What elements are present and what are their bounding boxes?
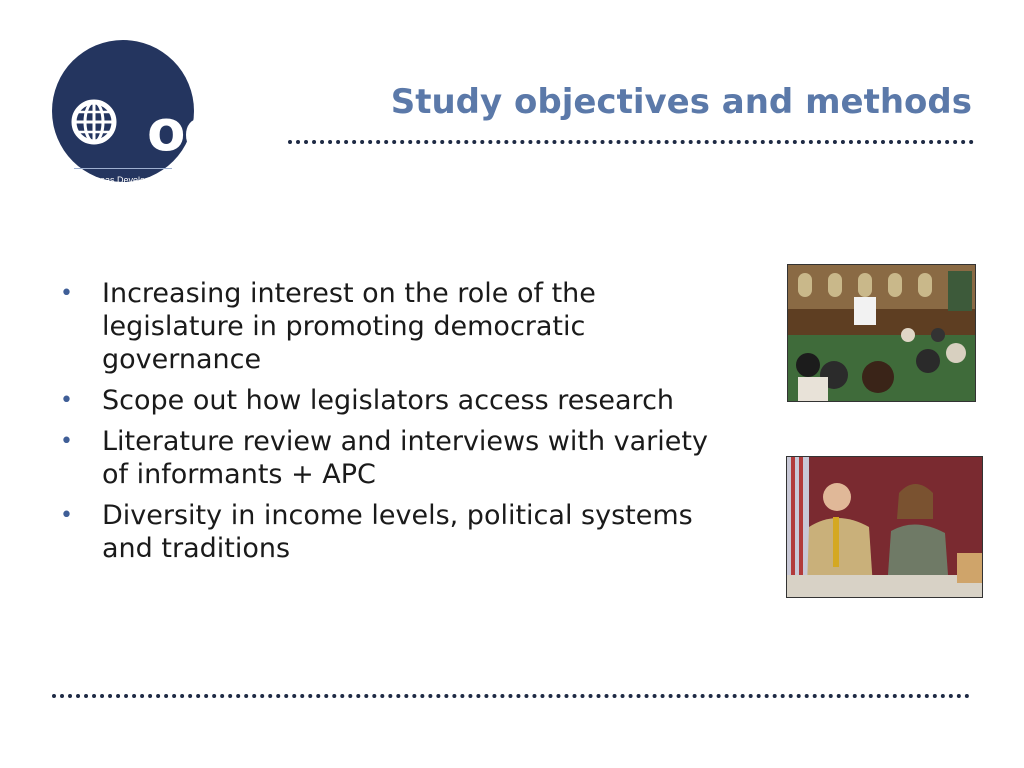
- bullet-text: Scope out how legislators access research: [102, 385, 675, 416]
- bullet-item: [60, 277, 710, 376]
- bullet-text: Literature review and interviews with variety of informants + APC: [102, 426, 708, 490]
- bullet-dot-icon: •: [60, 388, 73, 413]
- panel-discussion-photo: [786, 456, 983, 598]
- bullet-text: Diversity in income levels, political systems and traditions: [102, 500, 693, 564]
- bullet-list: [60, 277, 710, 573]
- logo-subtitle-line-2: Institute: [107, 187, 139, 197]
- bullet-item: [60, 499, 710, 565]
- title-divider: [288, 140, 974, 144]
- logo-divider: [74, 168, 172, 169]
- bullet-item: [60, 384, 710, 417]
- odi-logo: [52, 40, 239, 197]
- bullet-text: Increasing interest on the role of the legislature in promoting democratic governance: [102, 278, 596, 375]
- logo-wordmark: odi: [147, 99, 239, 164]
- logo-subtitle-line-1: Overseas Development: [75, 175, 171, 185]
- bullet-dot-icon: •: [60, 429, 73, 454]
- slide-title: Study objectives and methods: [390, 82, 972, 122]
- logo-subtitle: [62, 174, 184, 198]
- footer-divider: [52, 694, 970, 698]
- bullet-dot-icon: •: [60, 503, 73, 528]
- meeting-room-photo: [787, 264, 976, 402]
- bullet-dot-icon: •: [60, 281, 73, 306]
- bullet-item: [60, 425, 710, 491]
